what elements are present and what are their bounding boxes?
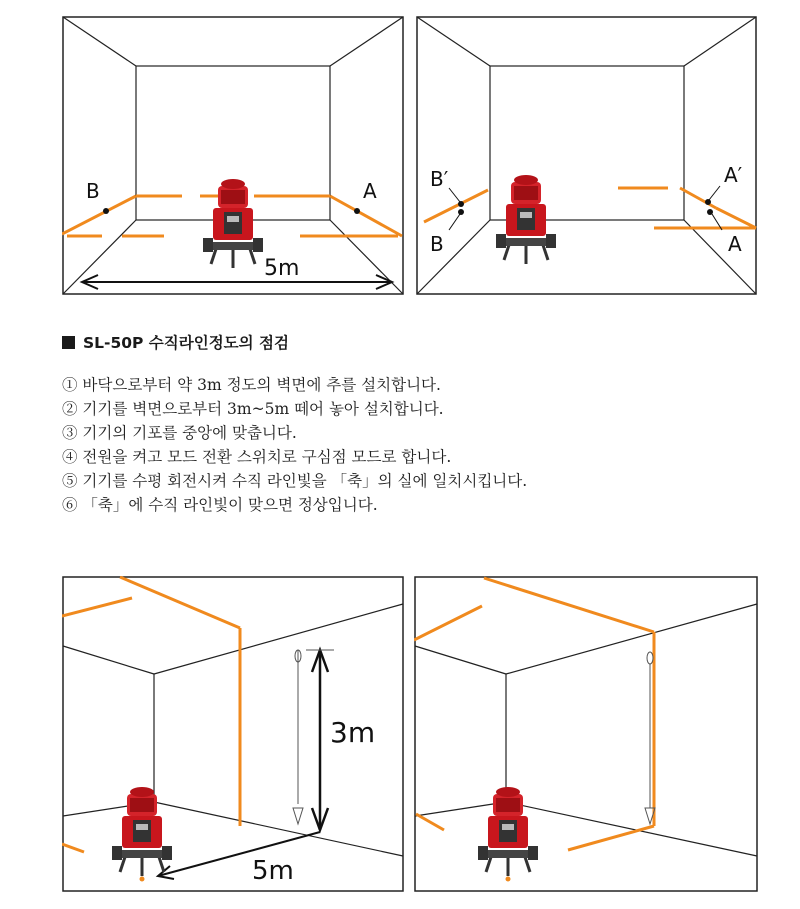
room-diagram-check bbox=[416, 16, 757, 295]
label-b: B bbox=[86, 179, 100, 203]
steps-list bbox=[62, 373, 527, 517]
step-item: ⑤ 기기를 수평 회전시켜 수직 라인빛을 「축」의 실에 일치시킵니다. bbox=[62, 472, 528, 490]
room-diagram-horizontal bbox=[62, 16, 404, 295]
diagram-top-left bbox=[62, 16, 404, 295]
label-b-prime: B′ bbox=[430, 167, 449, 191]
point-b-prime bbox=[458, 201, 464, 207]
room-diagram-vertical-check bbox=[414, 576, 758, 892]
section-heading bbox=[62, 331, 289, 353]
label-a: A bbox=[728, 232, 742, 256]
point-a bbox=[354, 208, 360, 214]
step-item: ④ 전원을 켜고 모드 전환 스위치로 구심점 모드로 합니다. bbox=[62, 448, 452, 466]
plumb-point bbox=[506, 877, 511, 882]
label-a-prime: A′ bbox=[724, 163, 743, 187]
point-b bbox=[103, 208, 109, 214]
step-item: ⑥ 「축」에 수직 라인빛이 맞으면 정상입니다. bbox=[62, 496, 378, 514]
section-title: SL-50P 수직라인정도의 점검 bbox=[83, 334, 289, 352]
plumb-point bbox=[140, 877, 145, 882]
height-label: 3m bbox=[330, 716, 376, 749]
step-item: ① 바닥으로부터 약 3m 정도의 벽면에 추를 설치합니다. bbox=[62, 376, 441, 394]
diagram-bottom-right bbox=[414, 576, 758, 892]
diagram-bottom-left bbox=[62, 576, 404, 892]
label-a: A bbox=[363, 179, 377, 203]
room-diagram-vertical-setup bbox=[62, 576, 404, 892]
square-bullet-icon bbox=[62, 336, 75, 349]
distance-label: 5m bbox=[264, 256, 300, 281]
point-b bbox=[458, 209, 464, 215]
distance-label: 5m bbox=[252, 856, 294, 886]
step-item: ② 기기를 벽면으로부터 3m~5m 떼어 놓아 설치합니다. bbox=[62, 400, 444, 418]
point-a-prime bbox=[705, 199, 711, 205]
label-b: B bbox=[430, 232, 444, 256]
diagram-top-right bbox=[416, 16, 757, 295]
step-item: ③ 기기의 기포를 중앙에 맞춥니다. bbox=[62, 424, 297, 442]
